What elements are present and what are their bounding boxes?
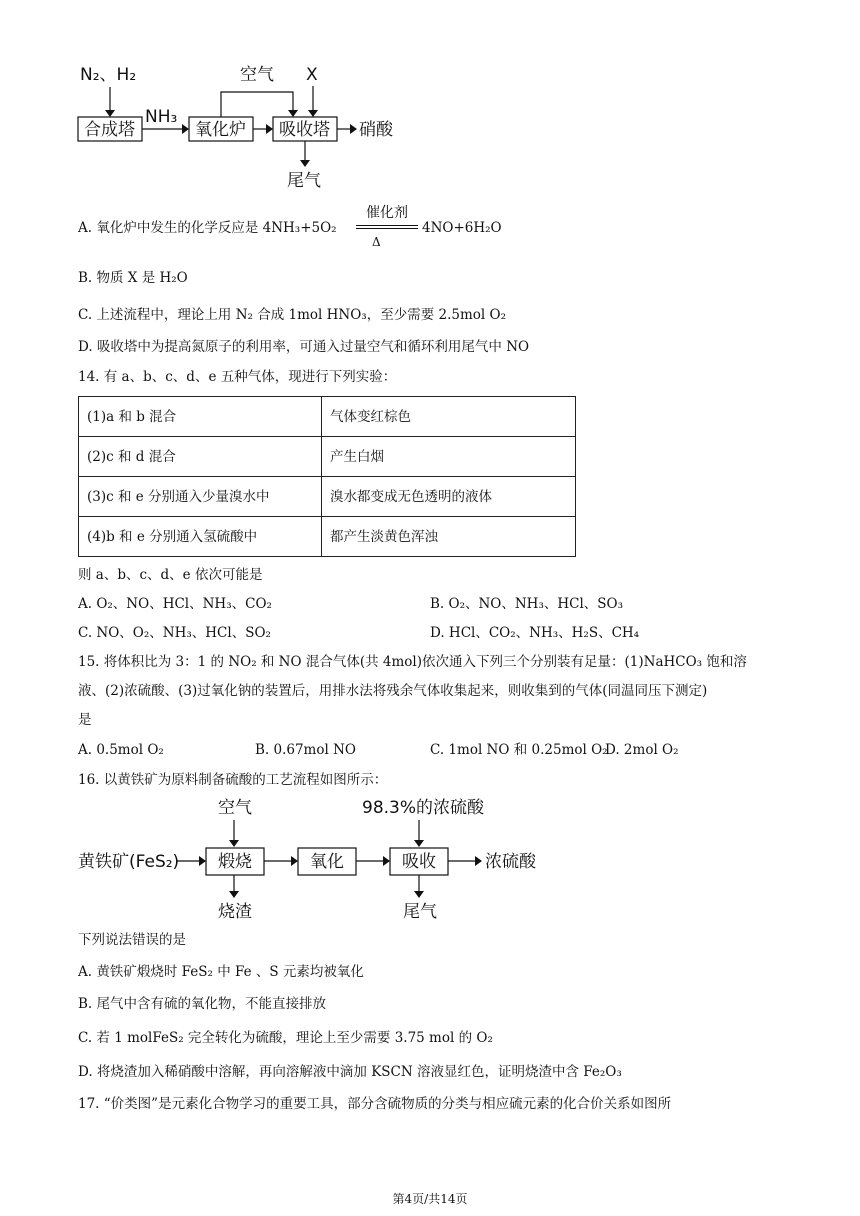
- q14-option-b: B. O₂、NO、NH₃、HCl、SO₃: [430, 596, 624, 612]
- q13-a-equals-bottom: [356, 228, 418, 229]
- q14-obs-1: 气体变红棕色: [322, 397, 576, 437]
- box-oxidation-label: 氧化炉: [195, 120, 246, 140]
- q13-option-a: [78, 218, 337, 238]
- q15-stem-line3: 是: [78, 712, 92, 728]
- q15-option-b: B. 0.67mol NO: [255, 742, 356, 758]
- box-oxidation-label-2: 氧化: [310, 852, 344, 872]
- q13-option-b: B. 物质 X 是 H₂O: [78, 270, 188, 286]
- q14-obs-4: 都产生淡黄色浑浊: [322, 517, 576, 557]
- box-synthesis-label: 合成塔: [84, 120, 135, 140]
- q14-obs-3: 溴水都变成无色透明的液体: [322, 477, 576, 517]
- air-label: 空气: [240, 65, 274, 85]
- q13-option-c: C. 上述流程中，理论上用 N₂ 合成 1mol HNO₃，至少需要 2.5mol O₂: [78, 307, 506, 323]
- q17-stem: 17. “价类图”是元素化合物学习的重要工具，部分含硫物质的分类与相应硫元素的化合价关系如图所: [78, 1096, 672, 1112]
- tail-gas-label: 尾气: [287, 171, 321, 191]
- q14-option-a: A. O₂、NO、HCl、NH₃、CO₂: [78, 596, 272, 612]
- q13-a-catalyst: 催化剂: [366, 205, 408, 221]
- q16-product-label: 浓硫酸: [485, 852, 536, 872]
- q13-a-heat: Δ: [372, 235, 381, 249]
- q14-experiment-table: [78, 396, 576, 557]
- q16-air-label: 空气: [218, 798, 252, 818]
- q16-stem: 16. 以黄铁矿为原料制备硫酸的工艺流程如图所示：: [78, 772, 388, 788]
- q15-stem-line2: 液、(2)浓硫酸、(3)过氧化钠的装置后，用排水法将残余气体收集起来，则收集到的气体(同温同压下测定): [78, 683, 708, 699]
- q14-option-d: D. HCl、CO₂、NH₃、H₂S、CH₄: [430, 625, 640, 641]
- box-roasting-label: 煅烧: [218, 852, 252, 872]
- q14-ask: 则 a、b、c、d、e 依次可能是: [78, 567, 263, 583]
- q14-option-c: C. NO、O₂、NH₃、HCl、SO₂: [78, 625, 271, 641]
- page-footer: 第4页/共14页: [392, 1192, 468, 1206]
- q14-exp-4: (4)b 和 e 分别通入氢硫酸中: [79, 517, 322, 557]
- q14-exp-3: (3)c 和 e 分别通入少量溴水中: [79, 477, 322, 517]
- table-row: [79, 397, 576, 437]
- q16-option-b: B. 尾气中含有硫的氧化物，不能直接排放: [78, 996, 327, 1012]
- q16-option-d: D. 将烧渣加入稀硝酸中溶解，再向溶解液中滴加 KSCN 溶液显红色，证明烧渣中含 Fe₂O₃: [78, 1064, 622, 1080]
- q13-option-d: D. 吸收塔中为提高氮原子的利用率，可通入过量空气和循环利用尾气中 NO: [78, 339, 530, 355]
- q14-exp-1: (1)a 和 b 混合: [79, 397, 322, 437]
- q16-ore-label: 黄铁矿(FeS₂): [78, 852, 180, 872]
- table-row: [79, 437, 576, 477]
- nh3-label: NH₃: [145, 107, 178, 127]
- q16-option-a: A. 黄铁矿煅烧时 FeS₂ 中 Fe 、S 元素均被氧化: [78, 964, 364, 980]
- q14-stem: 14. 有 a、b、c、d、e 五种气体，现进行下列实验：: [78, 369, 397, 385]
- q13-a-equals-top: [356, 225, 418, 226]
- q15-option-d: D. 2mol O₂: [605, 742, 679, 758]
- q13-a-reactants: A. 氧化炉中发生的化学反应是 4NH₃+5O₂: [78, 220, 337, 236]
- nitric-acid-flow-diagram: [0, 0, 860, 200]
- product-nitric-acid: 硝酸: [359, 120, 393, 140]
- q15-option-a: A. 0.5mol O₂: [78, 742, 164, 758]
- q15-option-c: C. 1mol NO 和 0.25mol O₂: [430, 742, 608, 758]
- q14-obs-2: 产生白烟: [322, 437, 576, 477]
- table-row: [79, 517, 576, 557]
- q13-a-products: 4NO+6H₂O: [422, 220, 502, 236]
- q16-tail-label: 尾气: [403, 902, 437, 922]
- diagram1-inputs-label: N₂、H₂: [80, 65, 137, 85]
- q16-acid-input-label: 98.3%的浓硫酸: [362, 798, 485, 818]
- q16-option-c: C. 若 1 molFeS₂ 完全转化为硫酸，理论上至少需要 3.75 mol 的 O₂: [78, 1030, 493, 1046]
- x-label: X: [306, 65, 318, 85]
- table-row: [79, 477, 576, 517]
- box-absorption-label: 吸收塔: [279, 120, 330, 140]
- q16-ask: 下列说法错误的是: [78, 932, 186, 948]
- q16-slag-label: 烧渣: [218, 902, 252, 922]
- q15-stem-line1: 15. 将体积比为 3：1 的 NO₂ 和 NO 混合气体(共 4mol)依次通入下列三个分别装有足量：(1)NaHCO₃ 饱和溶: [78, 654, 747, 670]
- sulfuric-acid-flow-diagram: [0, 790, 860, 930]
- q14-exp-2: (2)c 和 d 混合: [79, 437, 322, 477]
- box-absorption-label-2: 吸收: [402, 852, 436, 872]
